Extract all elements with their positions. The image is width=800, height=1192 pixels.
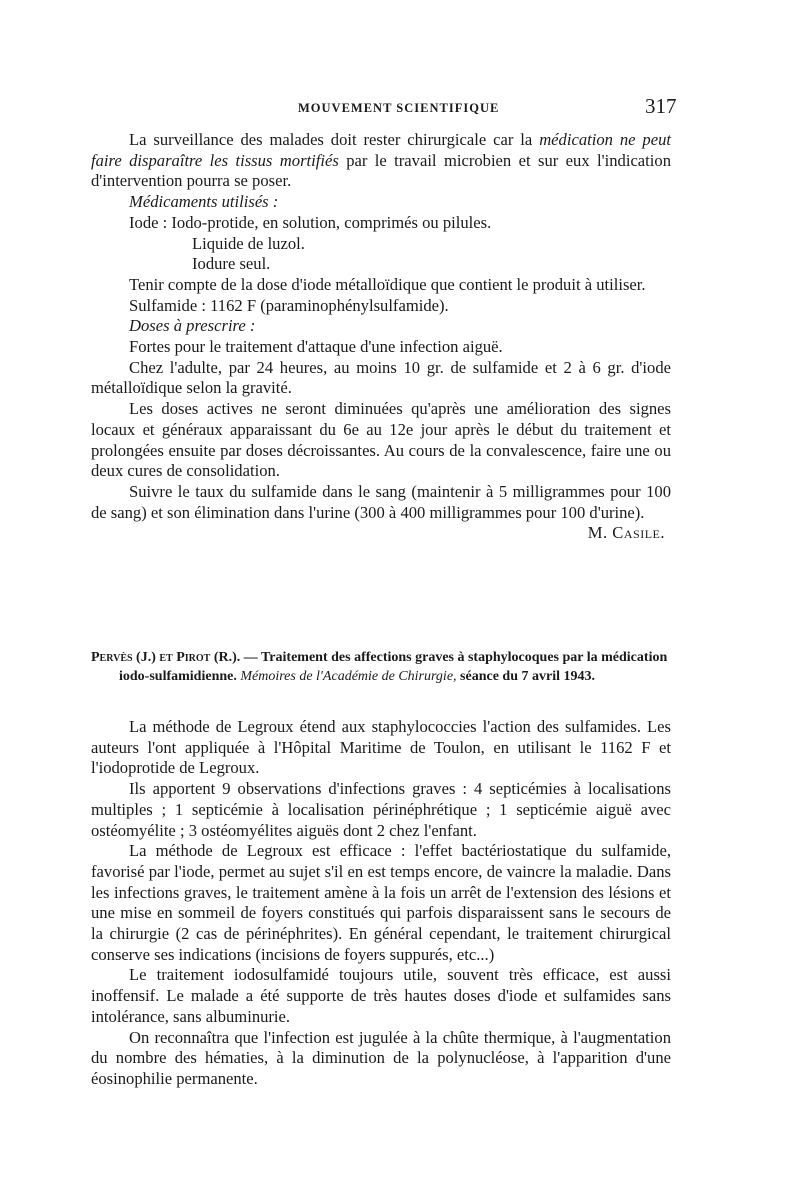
page-number: 317: [645, 94, 677, 118]
subheading-text: Doses à prescrire :: [129, 316, 256, 336]
subheading-text: Médicaments utilisés :: [129, 192, 279, 212]
paragraph-sulfamide: Sulfamide : 1162 F (paraminophénylsulfamide).: [129, 295, 449, 315]
text-run: par le travail microbien et sur eux l'indication d'intervention pourra se poser.: [91, 150, 671, 191]
review-paragraph-2: Ils apportent 9 observations d'infections graves : 4 septicémies à localisations multiples ; 1 septicémie à localisation périnéphrétique ; 1 septicémie aiguë avec ostéomyélite ; 3 ostéomyélites aiguës dont 2 chez l'enfant.: [91, 779, 671, 840]
review-paragraph-4: Le traitement iodosulfamidé toujours utile, souvent très efficace, est aussi inoffensif. Le malade a été supporte de très hautes doses d'iode et sulfamides sans intolérance, sans albuminurie.: [91, 965, 671, 1026]
subheading-medicaments: [91, 192, 671, 213]
review-source: Mémoires de l'Académie de Chirurgie,: [240, 668, 457, 684]
running-title: MOUVEMENT SCIENTIFIQUE: [298, 101, 500, 115]
review-title: — Traitement des affections graves à staphylocoques par la médication iodo-sulfamidienne.: [119, 650, 668, 684]
review-citation: [91, 649, 676, 686]
paragraph-suivre: Suivre le taux du sulfamide dans le sang (maintenir à 5 milligrammes pour 100 de sang) et son élimination dans l'urine (300 à 400 milligrammes pour 100 d'urine).: [91, 481, 671, 522]
review-authors: Pervès (J.) et Pirot (R.).: [91, 650, 241, 665]
author-signature: M. Casile.: [587, 523, 665, 543]
paragraph-surveillance: [91, 130, 671, 192]
article-body: [91, 130, 671, 544]
review-heading: [91, 649, 676, 686]
emphasis-text: médication ne peut faire disparaître les tissus mortifiés: [91, 130, 671, 170]
line-iode: Iode : Iodo-protide, en solution, comprimés ou pilules.: [129, 212, 492, 232]
review-paragraph-3: La méthode de Legroux est efficace : l'effet bactériostatique du sulfamide, favorisé par l'iode, permet au sujet s'il en est temps encore, de vaincre la maladie. Dans les infections graves, le traitement amène à la fois un arrêt de l'extension des lésions et une mise en sommeil de foyers constitués qui parfois disparaissent sans le secours de la chirurgie (2 cas de périnéphrites). En général cependant, le traitement chirurgical conserve ses indications (incisions de foyers suppurés, etc...): [91, 841, 671, 964]
line-iodure: Iodure seul.: [192, 254, 271, 274]
review-body: [91, 717, 671, 1090]
paragraph-fortes: Fortes pour le traitement d'attaque d'une infection aiguë.: [129, 337, 503, 357]
running-header: [0, 94, 800, 122]
line-luzol: Liquide de luzol.: [192, 233, 305, 253]
subheading-doses: [91, 316, 671, 337]
text-run: La surveillance des malades doit rester chirurgicale car la: [129, 130, 540, 149]
review-date: séance du 7 avril 1943.: [456, 668, 595, 684]
review-paragraph-1: La méthode de Legroux étend aux staphylococcies l'action des sulfamides. Les auteurs l'ont appliquée à l'Hôpital Maritime de Toulon, en utilisant le 1162 F et l'iodoprotide de Legroux.: [91, 717, 671, 778]
review-paragraph-5: On reconnaîtra que l'infection est jugulée à la chûte thermique, à l'augmentation du nombre des hématies, à la diminution de la polynucléose, à l'apparition d'une éosinophilie permanente.: [91, 1027, 671, 1088]
paragraph-tenir: Tenir compte de la dose d'iode métalloïdique que contient le produit à utiliser.: [129, 274, 646, 294]
paragraph-doses-actives: Les doses actives ne seront diminuées qu'après une amélioration des signes locaux et généraux apparaissant du 6e au 12e jour après le début du traitement et prolongées ensuite par doses décroissantes. Au cours de la convalescence, faire une ou deux cures de consolidation.: [91, 399, 671, 481]
paragraph-chez: Chez l'adulte, par 24 heures, au moins 10 gr. de sulfamide et 2 à 6 gr. d'iode métalloïdique selon la gravité.: [91, 357, 671, 398]
